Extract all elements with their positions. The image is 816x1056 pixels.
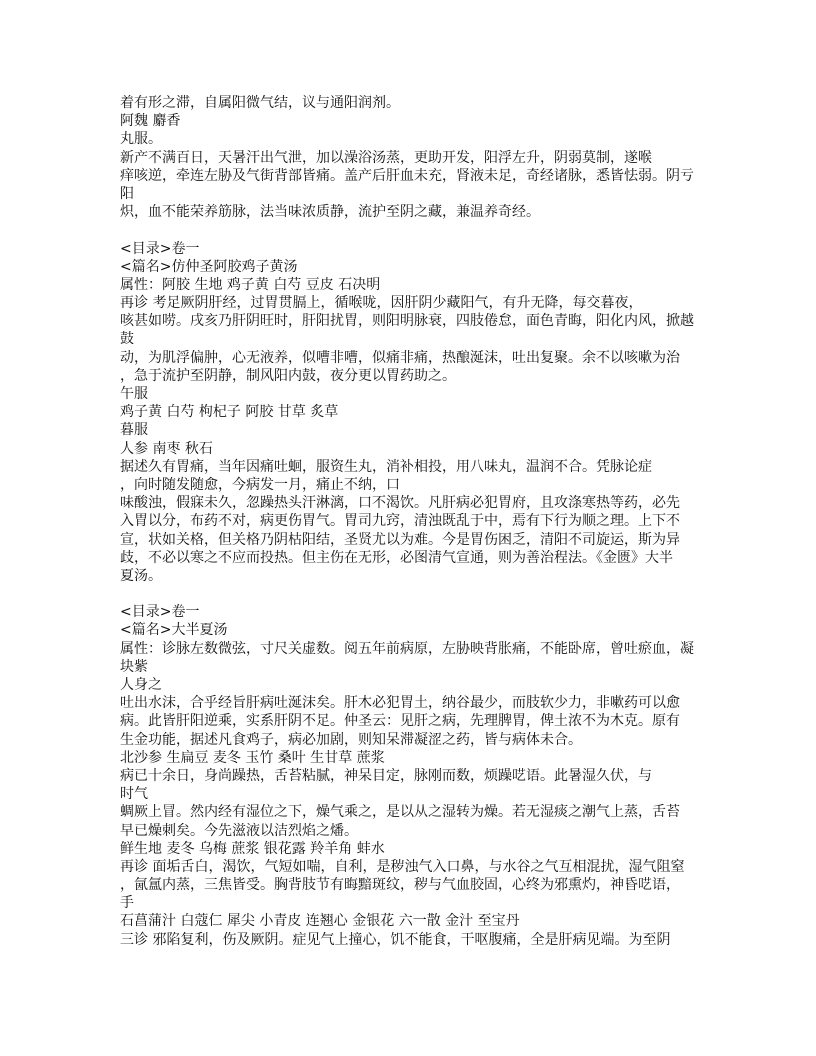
text-line: 三诊 邪陷复利，伤及厥阴。症见气上撞心，饥不能食，干呕腹痛，全是肝病见端。为至阴 xyxy=(120,931,671,948)
text-line: 属性：诊脉左数微弦，寸尺关虚数。阅五年前病原，左胁映背胀痛，不能卧席，曾吐瘀血，凝 xyxy=(120,640,694,657)
blank-line xyxy=(120,221,680,239)
text-line: 病。此皆肝阳逆乘，实系肝阴不足。仲圣云：见肝之病，先理脾胃，俾土浓不为木克。原有 xyxy=(120,713,680,730)
text-line: 早已燥刺矣。今先滋液以洁烈焰之燔。 xyxy=(120,822,358,839)
text-line: 痒咳逆，牵连左胁及气街背部皆痛。盖产后肝血未充，肾液未足，奇经诸脉，悉皆怯弱。阴亏 xyxy=(120,167,694,184)
text-line: 石菖蒲汁 白蔻仁 犀尖 小青皮 连翘心 金银花 六一散 金汁 至宝丹 xyxy=(120,913,520,930)
text-line: 再诊 考足厥阴肝经，过胃贯膈上，循喉咙，因肝阴少藏阳气，有升无降，每交暮夜， xyxy=(120,295,643,312)
text-line: ，向时随发随愈，今病发一月，痛止不纳，口 xyxy=(120,476,400,493)
text-line: 夏汤。 xyxy=(120,567,162,584)
text-line: <目录>卷一 xyxy=(120,604,200,621)
text-line: 味酸浊，假寐未久，忽躁热头汗淋漓，口不渴饮。凡肝病必犯胃府，且攻涤寒热等药，必先 xyxy=(120,495,680,512)
text-line: 丸服。 xyxy=(120,131,162,148)
text-line: 炽，血不能荣养筋脉，法当味浓质静，流护至阴之藏，兼温养奇经。 xyxy=(120,204,540,221)
text-line: 鸡子黄 白芍 枸杞子 阿胶 甘草 炙草 xyxy=(120,404,339,421)
text-line: 宣，状如关格，但关格乃阴枯阳结，圣贤尤以为难。今是胃伤困乏，清阳不司旋运，斯为异 xyxy=(120,531,680,548)
document-page xyxy=(120,94,694,949)
blank-line xyxy=(120,585,680,603)
text-line: 人参 南枣 秋石 xyxy=(120,440,213,457)
text-line: 咳甚如唠。戌亥乃肝阴旺时，肝阳扰胃，则阳明脉衰，四肢倦怠，面色青晦，阳化内风，掀越 xyxy=(120,313,694,330)
text-line: 新产不满百日，天暑汗出气泄，加以澡浴汤蒸，更助开发，阳浮左升，阴弱莫制，遂喉 xyxy=(120,149,652,166)
text-line: 着有形之滞，自属阳微气结，议与通阳润剂。 xyxy=(120,95,400,111)
text-line: 再诊 面垢舌白，渴饮，气短如喘，自利，是秽浊气入口鼻，与水谷之气互相混扰，湿气阻窒 xyxy=(120,858,685,875)
text-line: 手 xyxy=(120,895,134,912)
text-line: 北沙参 生扁豆 麦冬 玉竹 桑叶 生甘草 蔗浆 xyxy=(120,749,385,766)
text-line: <篇名>仿仲圣阿胶鸡子黄汤 xyxy=(120,258,298,275)
text-line: 吐出水沫，合乎经旨肝病吐涎沫矣。肝木必犯胃土，纳谷最少，而肢软少力，非嗽药可以愈 xyxy=(120,695,680,712)
text-line: ，氤氲内蒸，三焦皆受。胸背肢节有晦黯斑纹，秽与气血胶固，心终为邪熏灼，神昏呓语， xyxy=(120,877,680,894)
text-line: 蜩厥上冒。然内经有湿位之下，燥气乘之，是以从之湿转为燥。若无湿痰之潮气上蒸，舌苔 xyxy=(120,804,680,821)
text-line: 时气 xyxy=(120,786,148,803)
text-line: 阿魏 麝香 xyxy=(120,113,181,130)
text-line: 人身之 xyxy=(120,677,162,693)
text-line: 入胃以分，布药不对，病更伤胃气。胃司九窍，清浊既乱于中，焉有下行为顺之理。上下不 xyxy=(120,513,680,530)
text-line: 鼓 xyxy=(120,331,134,348)
text-line: <篇名>大半夏汤 xyxy=(120,622,228,639)
text-line: 据述久有胃痛，当年因痛吐蛔，服资生丸，消补相投，用八味丸，温润不合。凭脉论症 xyxy=(120,458,652,475)
text-line: ，急于流护至阴静，制风阳内鼓，夜分更以胃药助之。 xyxy=(120,367,456,384)
text-line: 鲜生地 麦冬 乌梅 蔗浆 银花露 羚羊角 蚌水 xyxy=(120,840,385,857)
text-line: 属性：阿胶 生地 鸡子黄 白芍 豆皮 石决明 xyxy=(120,276,381,293)
text-line: 暮服 xyxy=(120,422,148,439)
text-line: 动，为肌浮偏肿，心无液养，似嘈非嘈，似痛非痛，热酿涎沫，吐出复聚。余不以咳嗽为治 xyxy=(120,349,680,366)
text-line: 病已十余日，身尚躁热，舌苔粘腻，神呆目定，脉刚而数，烦躁呓语。此暑湿久伏，与 xyxy=(120,767,652,784)
text-line: 阳 xyxy=(120,185,134,202)
text-line: 生金功能，据述凡食鸡子，病必加剧，则知呆滞凝涩之药，皆与病体未合。 xyxy=(120,731,582,748)
text-line: 午服 xyxy=(120,386,148,402)
text-line: <目录>卷一 xyxy=(120,240,200,257)
text-line: 歧，不必以寒之不应而投热。但主伤在无形，必图清气宣通，则为善治程法。《金匮》大半 xyxy=(120,549,673,566)
text-line: 块紫 xyxy=(120,658,148,675)
